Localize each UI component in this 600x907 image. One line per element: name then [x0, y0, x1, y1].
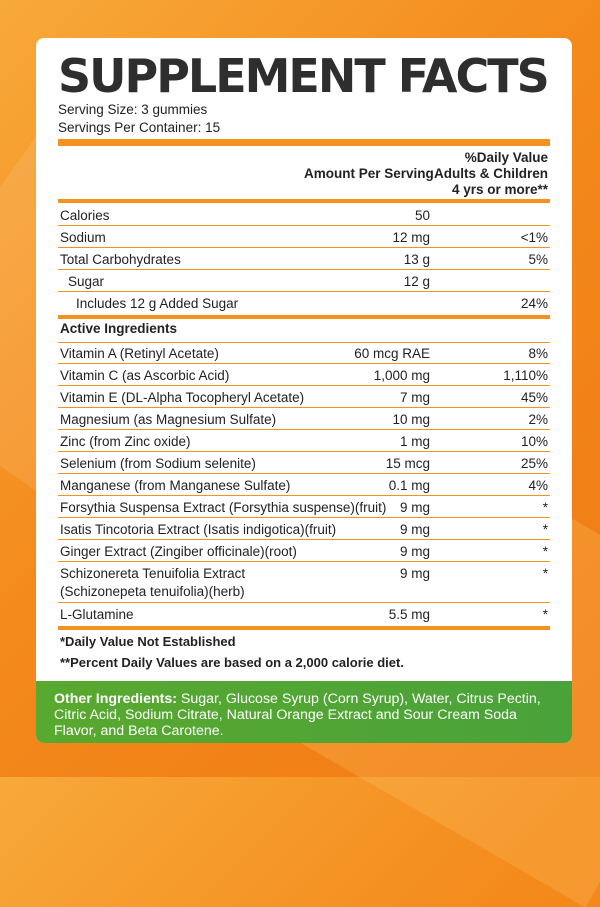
- row-daily-value: 2%: [528, 412, 548, 427]
- row-name: Vitamin A (Retinyl Acetate): [60, 346, 219, 361]
- active-ingredients-heading: Active Ingredients: [60, 321, 178, 336]
- row-daily-value: 1,110%: [503, 368, 548, 383]
- footnote: **Percent Daily Values are based on a 2,000 calorie diet.: [60, 655, 404, 670]
- row-daily-value: *: [542, 607, 548, 622]
- table-row: [58, 604, 550, 625]
- row-amount: 10 mg: [392, 412, 430, 427]
- row-daily-value: *: [542, 544, 548, 559]
- servings-per-container: Servings Per Container: 15: [58, 120, 221, 135]
- row-name: Vitamin E (DL-Alpha Tocopheryl Acetate): [60, 390, 305, 405]
- row-daily-value: 5%: [528, 252, 548, 267]
- row-daily-value: 10%: [520, 434, 548, 449]
- row-amount: 9 mg: [399, 522, 430, 537]
- row-daily-value: 25%: [520, 456, 548, 471]
- header-divider: [58, 199, 550, 203]
- row-amount: 5.5 mg: [388, 607, 430, 622]
- row-amount: 7 mg: [399, 390, 430, 405]
- table-row: [58, 519, 550, 540]
- row-name: Selenium (from Sodium selenite): [60, 456, 256, 471]
- other-ingredients-text: Sugar, Glucose Syrup (Corn Syrup), Water, Citrus Pectin, Citric Acid, Sodium Citrate, Natural Orange Extract and Sour Cream Soda Flavor, and Beta Carotene.: [54, 691, 541, 739]
- table-row: [58, 271, 550, 292]
- row-amount: 50: [414, 208, 430, 223]
- bottom-divider: [58, 626, 550, 630]
- table-row: [58, 497, 550, 518]
- row-name: Magnesium (as Magnesium Sulfate): [60, 412, 277, 427]
- daily-value-header: [434, 150, 548, 198]
- page-title: SUPPLEMENT FACTS: [58, 49, 548, 103]
- serving-size: Serving Size: 3 gummies: [58, 102, 208, 117]
- row-name: Zinc (from Zinc oxide): [60, 434, 191, 449]
- row-name: Sodium: [60, 230, 106, 245]
- row-daily-value: *: [542, 500, 548, 515]
- daily-value-header-line: %Daily Value: [464, 150, 548, 165]
- row-amount: 15 mcg: [385, 456, 430, 471]
- row-amount: 9 mg: [399, 500, 430, 515]
- daily-value-header-line: 4 yrs or more**: [451, 182, 548, 197]
- row-amount: 12 mg: [392, 230, 430, 245]
- row-name: Vitamin C (as Ascorbic Acid): [60, 368, 230, 383]
- table-row: [58, 293, 550, 314]
- row-daily-value: 24%: [520, 296, 548, 311]
- daily-value-header-line: Adults & Children: [434, 166, 548, 181]
- row-name-continued: (Schizonepeta tenuifolia)(herb): [60, 584, 245, 599]
- footnote: *Daily Value Not Established: [60, 634, 236, 649]
- row-name: Ginger Extract (Zingiber officinale)(root): [60, 544, 297, 559]
- other-ingredients-label: Other Ingredients:: [54, 691, 177, 707]
- row-daily-value: 4%: [528, 478, 548, 493]
- row-amount: 0.1 mg: [388, 478, 430, 493]
- table-row: [58, 227, 550, 248]
- row-name: L-Glutamine: [60, 607, 134, 622]
- row-amount: 9 mg: [399, 566, 430, 581]
- table-row: [58, 409, 550, 430]
- row-name: Calories: [60, 208, 110, 223]
- row-name: Total Carbohydrates: [60, 252, 181, 267]
- table-row: [58, 563, 550, 603]
- table-row: [58, 387, 550, 408]
- amount-per-serving-header: Amount Per Serving: [304, 166, 434, 181]
- table-row: [58, 365, 550, 386]
- row-daily-value: 8%: [528, 346, 548, 361]
- table-row: [58, 343, 550, 364]
- row-name: Forsythia Suspensa Extract (Forsythia suspense)(fruit): [60, 500, 387, 515]
- row-amount: 1 mg: [399, 434, 430, 449]
- row-amount: 9 mg: [399, 544, 430, 559]
- row-amount: 1,000 mg: [373, 368, 430, 383]
- row-amount: 13 g: [403, 252, 430, 267]
- section-divider: [58, 315, 550, 319]
- other-ingredients-panel: [36, 681, 572, 743]
- thick-divider: [58, 139, 550, 146]
- row-daily-value: *: [542, 522, 548, 537]
- table-row: [58, 249, 550, 270]
- row-name: Schizonereta Tenuifolia Extract: [60, 566, 246, 581]
- table-row: [58, 205, 550, 226]
- row-amount: 60 mcg RAE: [354, 346, 430, 361]
- row-daily-value: *: [542, 566, 548, 581]
- table-row: [58, 475, 550, 496]
- row-name: Isatis Tincotoria Extract (Isatis indigotica)(fruit): [60, 522, 337, 537]
- row-daily-value: 45%: [520, 390, 548, 405]
- table-row: [58, 431, 550, 452]
- row-name: Includes 12 g Added Sugar: [76, 296, 239, 311]
- table-row: [58, 453, 550, 474]
- table-row: [58, 541, 550, 562]
- row-name: Manganese (from Manganese Sulfate): [60, 478, 291, 493]
- row-amount: 12 g: [403, 274, 430, 289]
- row-daily-value: <1%: [520, 230, 548, 245]
- row-name: Sugar: [68, 274, 105, 289]
- supplement-facts-panel: [36, 38, 572, 743]
